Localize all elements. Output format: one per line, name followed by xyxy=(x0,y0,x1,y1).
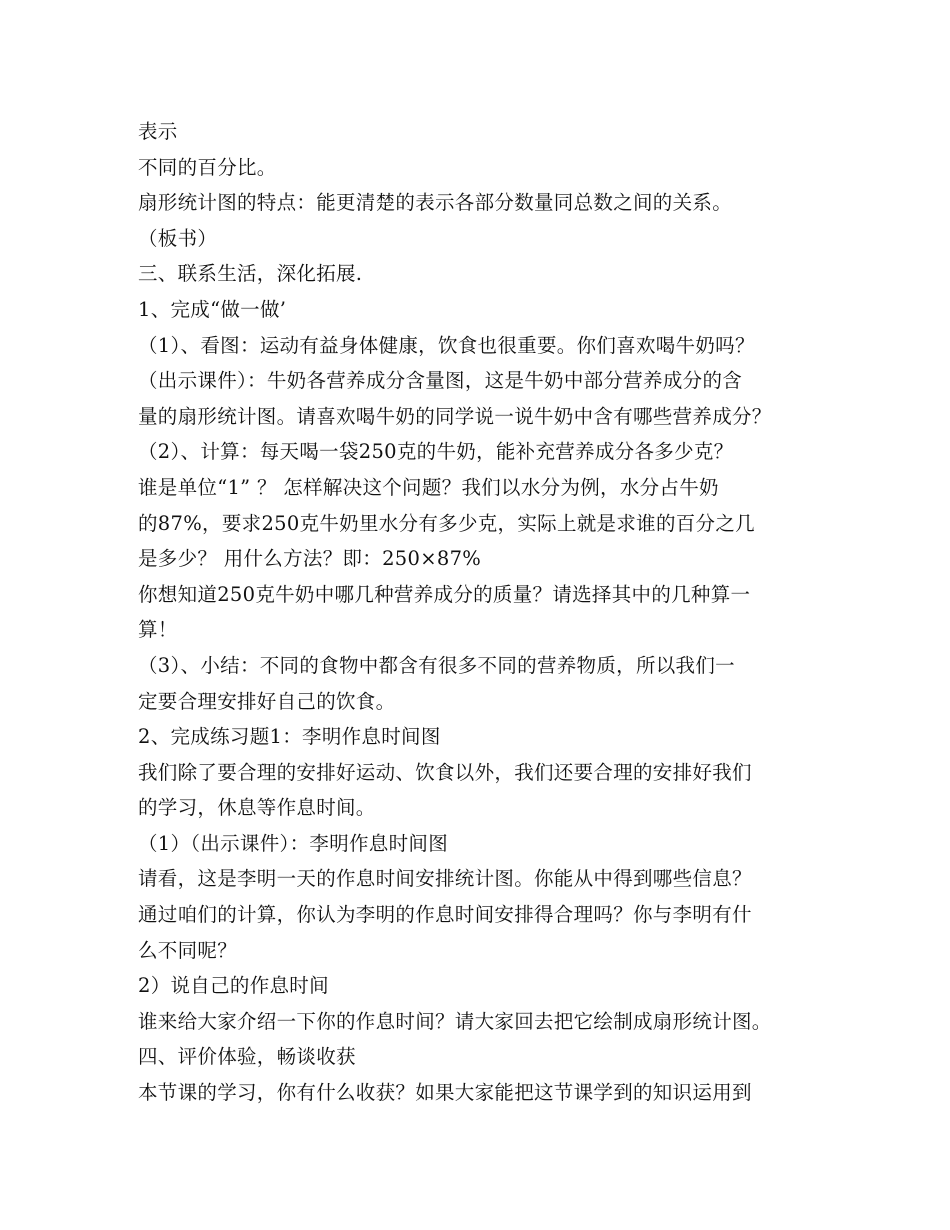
text-line: （板书） xyxy=(138,226,218,250)
text-line: 么不同呢？ xyxy=(138,938,238,962)
text-line: 不同的百分比。 xyxy=(138,155,277,179)
text-line: 算！ xyxy=(138,618,178,642)
text-line: 量的扇形统计图。请喜欢喝牛奶的同学说一说牛奶中含有哪些营养成分？ xyxy=(138,404,772,428)
text-line: （1）（出示课件）：李明作息时间图 xyxy=(138,831,449,855)
text-line: 扇形统计图的特点：能更清楚的表示各部分数量同总数之间的关系。 xyxy=(138,191,733,215)
text-line: （1）、看图：运动有益身体健康，饮食也很重要。你们喜欢喝牛奶吗？ xyxy=(138,333,755,357)
text-line: 我们除了要合理的安排好运动、饮食以外，我们还要合理的安排好我们 xyxy=(138,760,752,784)
text-line: 谁来给大家介绍一下你的作息时间？请大家回去把它绘制成扇形统计图。 xyxy=(138,1009,772,1033)
text-line: 谁是单位“1” ？ 怎样解决这个问题？我们以水分为例，水分占牛奶 xyxy=(138,475,719,499)
text-line: 你想知道250克牛奶中哪几种营养成分的质量？请选择其中的几种算一 xyxy=(138,582,751,606)
text-line: 本节课的学习，你有什么收获？如果大家能把这节课学到的知识运用到 xyxy=(138,1081,752,1105)
section-heading: 三、联系生活，深化拓展. xyxy=(138,262,363,286)
text-line: 的87%，要求250克牛奶里水分有多少克，实际上就是求谁的百分之几 xyxy=(138,511,755,535)
text-line: 的学习，休息等作息时间。 xyxy=(138,796,376,820)
text-line: （2）、计算：每天喝一袋250克的牛奶，能补充营养成分各多少克？ xyxy=(138,440,734,464)
document-body xyxy=(138,114,828,1111)
text-line: 1、完成“做一做’ xyxy=(138,297,287,321)
section-heading: 四、评价体验，畅谈收获 xyxy=(138,1045,356,1069)
text-line: 通过咱们的计算，你认为李明的作息时间安排得合理吗？你与李明有什 xyxy=(138,903,752,927)
text-line: 是多少？ 用什么方法？即：250×87% xyxy=(138,547,482,571)
text-line: （出示课件）：牛奶各营养成分含量图，这是牛奶中部分营养成分的含 xyxy=(138,369,743,393)
text-line: 定要合理安排好自己的饮食。 xyxy=(138,689,396,713)
text-line: 2、完成练习题1：李明作息时间图 xyxy=(138,725,441,749)
text-line: 2）说自己的作息时间 xyxy=(138,974,329,998)
text-line: 表示 xyxy=(138,120,178,143)
text-line: （3）、小结：不同的食物中都含有很多不同的营养物质，所以我们一 xyxy=(138,653,735,677)
text-line: 请看，这是李明一天的作息时间安排统计图。你能从中得到哪些信息？ xyxy=(138,867,752,891)
